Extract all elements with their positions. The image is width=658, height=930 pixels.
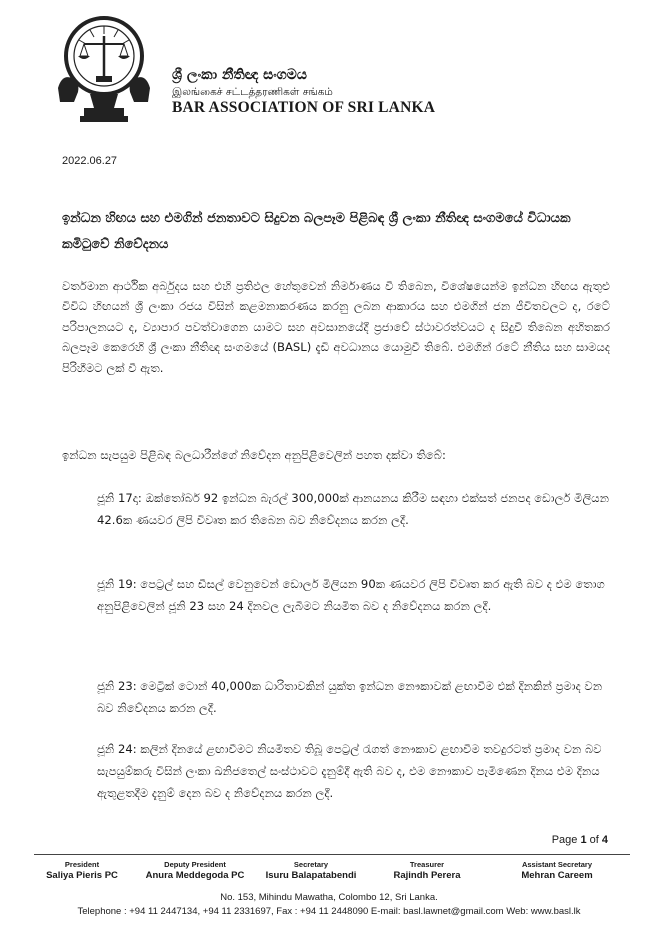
- page-current: 1: [580, 834, 587, 846]
- org-name-english: BAR ASSOCIATION OF SRI LANKA: [172, 99, 436, 116]
- officer-name: Mehran Careem: [521, 870, 593, 881]
- officer-role: Secretary: [293, 860, 329, 869]
- officer-deputy-president: [130, 860, 260, 882]
- officer-treasurer: [362, 860, 492, 882]
- officer-assistant-secretary: [492, 860, 622, 882]
- statement-title: ඉන්ධන හිඟය සහ එමගින් ජනතාවට සිදුවන බලපෑම පිළිබඳ ශ්‍රී ලංකා නීතිඥ සංගමයේ විධායක කමිටුවේ නිවේදනය: [62, 211, 571, 252]
- page-prefix: Page: [551, 834, 581, 846]
- page-number: [552, 834, 608, 846]
- officer-role: Assistant Secretary: [521, 860, 593, 869]
- officer-name: Isuru Balapatabendi: [265, 870, 357, 881]
- basl-emblem-logo: [54, 10, 159, 128]
- organization-header: [172, 66, 492, 117]
- list-item-june-24: ජූනි 24: කලින් දිනයේ ළඟාවීමට නියමිතව තිබූ පෙට්‍රල් රැගත් නෞකාව ළඟාවීම තවදුරටත් ප්‍රමාද වන බව සැපයුම්කරු විසින් ලංකා ඛනිජතෙල් සංස්ථාවට දැනුම්දී ඇති බව ද, එම නෞකාව පැමිණෙන දිනය එම දිනය ඇතුළතදීම දැනුම් දෙන බව ද නිවේදනය කරන ලදී.: [97, 742, 602, 800]
- page-total: 4: [601, 834, 608, 846]
- officer-secretary: [246, 860, 376, 882]
- org-name-tamil: இலங்கைச் சட்டத்தரணிகள் சங்கம்: [172, 86, 333, 98]
- footer-contact-line: Telephone : +94 11 2447134, +94 11 2331697, Fax : +94 11 2448090 E-mail: basl.lawnet@gmail.com Web: www.basl.lk: [77, 906, 581, 917]
- footer-contact: [0, 891, 658, 919]
- officer-name: Saliya Pieris PC: [46, 870, 118, 881]
- footer-address: No. 153, Mihindu Mawatha, Colombo 12, Sri Lanka.: [220, 892, 438, 903]
- officer-role: Deputy President: [164, 860, 226, 869]
- body-paragraph: වර්තමාන ආර්ථික අර්බුදය සහ එහි ප්‍රතිඵල හේතුවෙන් නිර්මාණය වී තිබෙන, විශේෂයෙන්ම ඉන්ධන හිඟය ඇතුළු විවිධ හිඟයන් ශ්‍රී ලංකා රජය විසින් කළමනාකරණය කරනු ලබන ආකාරය සහ එමගින් ජන ජීවිතවලට ද, රටේ පරිපාලනයට ද, ව්‍යාපාර පවත්වාගෙන යාමට සහ අවසානයේදී ප්‍රජාවේ ස්ථාවරත්වයට ද සිදුවී තිබෙන අහිතකර බලපෑම කෙරෙහි ශ්‍රී ලංකා නීතිඥ සංගමයේ (BASL) දැඩි අවධානය යොමුවී තිබේ. එමගින් රටේ නීතිය සහ සාමයද පිරිහීමට ලක් වී ඇත.: [62, 279, 610, 375]
- officer-president: [22, 860, 142, 882]
- document-date: 2022.06.27: [62, 155, 118, 167]
- officer-role: President: [64, 860, 100, 869]
- page-sep: of: [586, 834, 602, 846]
- officer-name: Rajindh Perera: [393, 870, 461, 881]
- officer-role: Treasurer: [409, 860, 445, 869]
- footer-divider: [34, 854, 630, 855]
- org-name-sinhala: ශ්‍රී ලංකා නීතිඥ සංගමය: [172, 67, 307, 83]
- list-item-june-23: ජූනි 23: මෙට්‍රික් ටොන් 40,000ක ධාරිතාවකින් යුක්ත ඉන්ධන නෞකාවක් ළඟාවීම එක් දිනකින් ප්‍රමාද වන බව නිවේදනය කරන ලදී.: [97, 679, 603, 715]
- intro-line: ඉන්ධන සැපයුම පිළිබඳ බලධාරීන්ගේ නිවේදන අනුපිළිවෙලින් පහත දක්වා තිබේ:: [62, 448, 446, 462]
- list-item-june-19: ජූනි 19: පෙට්‍රල් සහ ඩීසල් වෙනුවෙන් ඩොලර් මිලියන 90ක ණයවර ලිපි විවෘත කර ඇති බව ද එම තොග අනුපිළිවෙලින් ජූනි 23 සහ 24 දිනවල ලැබීමට නියමිත බව ද නිවේදනය කරන ලදී.: [97, 577, 605, 613]
- officer-name: Anura Meddegoda PC: [145, 870, 245, 881]
- list-item-june-17: ජූනි 17දා: ඔක්තෝබර් 92 ඉන්ධන බැරල් 300,000ක් ආනයනය කිරීම සඳහා එක්සත් ජනපද ඩොලර් මිලියන 42.6ක ණයවර ලිපි විවෘත කර තිබෙන බව නිවේදනය කරන ලදී.: [97, 491, 610, 527]
